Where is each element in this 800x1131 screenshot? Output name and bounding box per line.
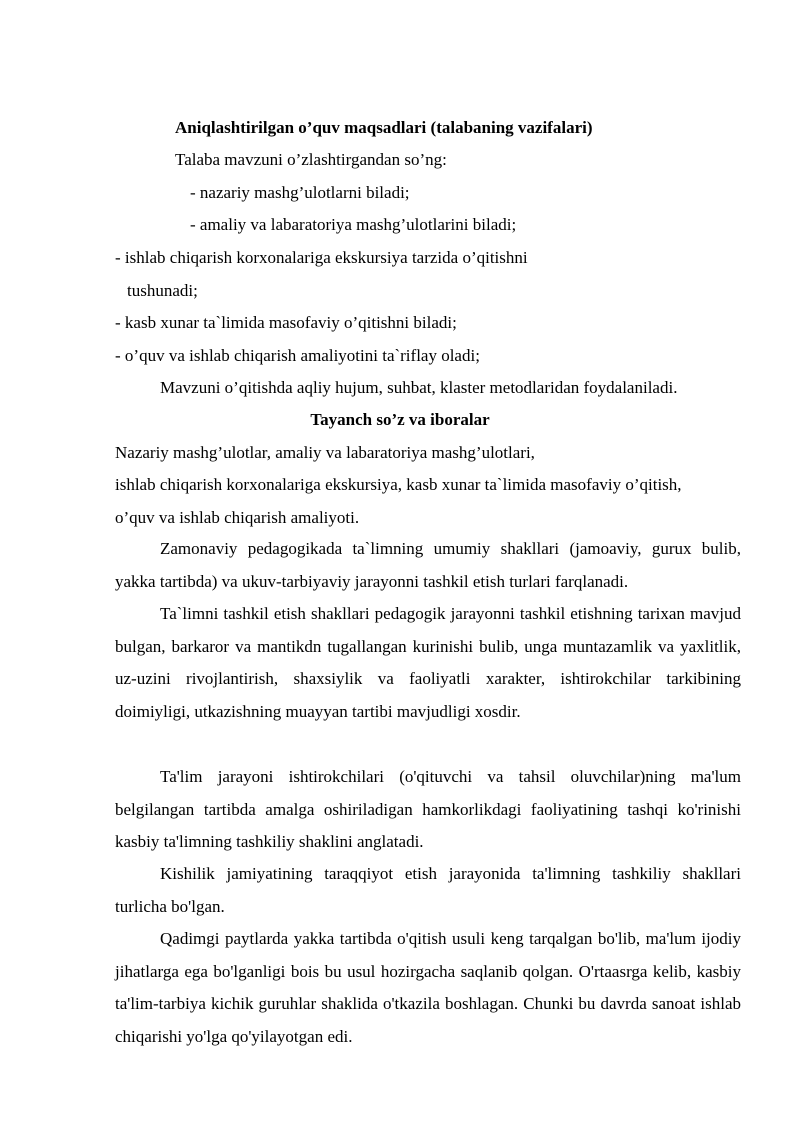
teaching-methods: Mavzuni o’qitishda aqliy hujum, suhbat, klaster metodlaridan foydalaniladi. (160, 378, 678, 397)
paragraph (115, 598, 741, 728)
keywords-line: o’quv va ishlab chiqarish amaliyoti. (115, 508, 360, 527)
objective-item: - o’quv va ishlab chiqarish amaliyotini ta`riflay oladi; (115, 346, 480, 365)
paragraph-text: Qadimgi paytlarda yakka tartibda o'qitish usuli keng tarqalgan bo'lib, ma'lum ijodiy jihatlarga ega bo'lganligi bois bu usul hozirgacha saqlanib qolgan. O'rtaasrga kelib, kasbiy ta'lim-tarbiya kichik guruhlar shaklida o'tkazila boshlagan. Chunki bu davrda sanoat ishlab chiqarishi yo'lga qo'yilayotgan edi. (115, 929, 741, 1046)
objective-item: - amaliy va labaratoriya mashg’ulotlarini biladi; (190, 215, 517, 234)
paragraph-text: Zamonaviy pedagogikada ta`limning umumiy shakllari (jamoaviy, gurux bulib, yakka tartibda) va ukuv-tarbiyaviy jarayonni tashkil etish turlari farqlanadi. (115, 539, 741, 591)
keywords-line: ishlab chiqarish korxonalariga ekskursiya, kasb xunar ta`limida masofaviy o’qitish, (115, 475, 682, 494)
objectives-intro: Talaba mavzuni o’zlashtirgandan so’ng: (175, 150, 447, 169)
objectives-heading: Aniqlashtirilgan o’quv maqsadlari (talabaning vazifalari) (175, 118, 593, 137)
objective-item-continuation: tushunadi; (127, 281, 198, 300)
objective-item: - kasb xunar ta`limida masofaviy o’qitishni biladi; (115, 313, 457, 332)
paragraph (115, 858, 741, 923)
paragraph (115, 533, 741, 598)
objective-item: - ishlab chiqarish korxonalariga ekskursiya tarzida o’qitishni (115, 248, 528, 267)
paragraph-text: Ta'lim jarayoni ishtirokchilari (o'qituvchi va tahsil oluvchilar)ning ma'lum belgilangan tartibda amalga oshiriladigan hamkorlikdagi faoliyatining tashqi ko'rinishi kasbiy ta'limning tashkiliy shaklini anglatadi. (115, 767, 741, 851)
paragraph (115, 761, 741, 859)
paragraph (115, 923, 741, 1053)
keywords-line: Nazariy mashg’ulotlar, amaliy va labaratoriya mashg’ulotlari, (115, 443, 535, 462)
paragraph-text: Ta`limni tashkil etish shakllari pedagogik jarayonni tashkil etishning tarixan mavjud bulgan, barkaror va mantikdn tugallangan kurinishi bulib, unga muntazamlik va yaxlitlik, uz-uzini rivojlantirish, shaxsiylik va faoliyatli xarakter, ishtirokchilar tarkibining doimiyligi, utkazishning muayyan tartibi mavjudligi xosdir. (115, 604, 741, 721)
keywords-heading: Tayanch so’z va iboralar (310, 410, 490, 429)
objective-item: - nazariy mashg’ulotlarni biladi; (190, 183, 410, 202)
paragraph-text: Kishilik jamiyatining taraqqiyot etish jarayonida ta'limning tashkiliy shakllari turlicha bo'lgan. (115, 864, 741, 916)
